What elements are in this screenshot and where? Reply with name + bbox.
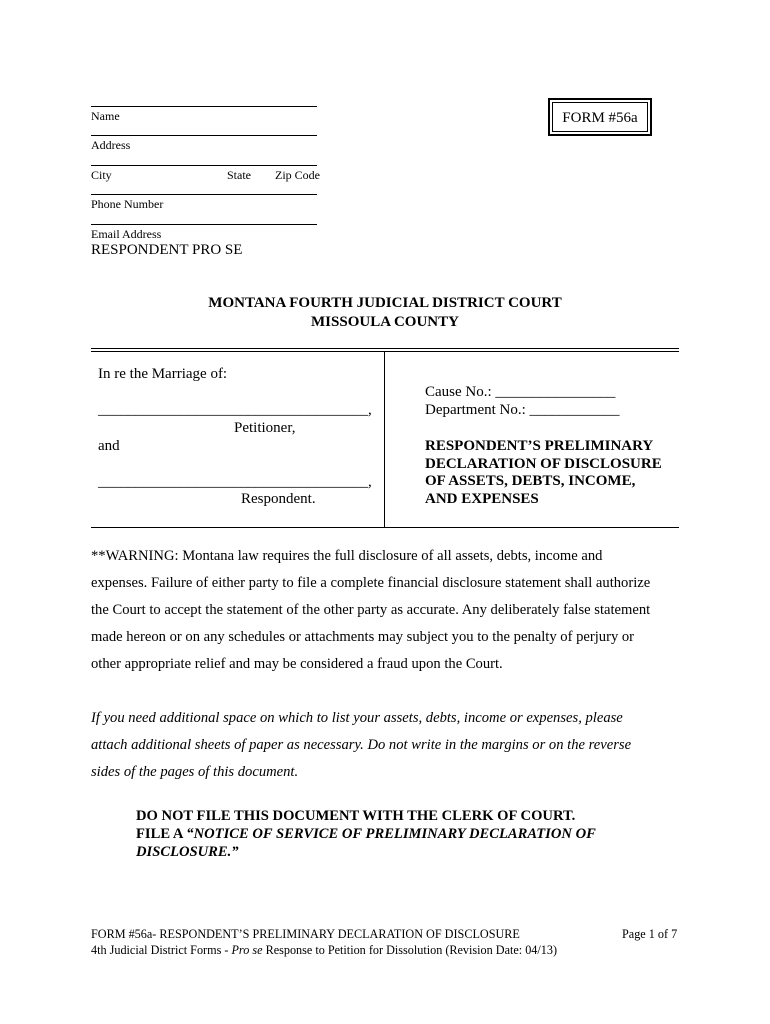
name-line [91, 106, 317, 107]
footer-series-suffix: Response to Petition for Dissolution (Revision Date: 04/13) [262, 943, 558, 957]
form-number: FORM #56a [552, 102, 648, 132]
court-name: MONTANA FOURTH JUDICIAL DISTRICT COURT [208, 295, 562, 311]
warning-line: expenses. Failure of either party to file a complete financial disclosure statement shall authorize [91, 575, 651, 591]
warning-line: **WARNING: Montana law requires the full disclosure of all assets, debts, income and [91, 548, 603, 564]
caption-bottom-rule [91, 527, 679, 528]
petitioner-label: Petitioner, [234, 420, 296, 436]
form-number-box [548, 98, 652, 136]
city-label: City [91, 168, 112, 182]
notice-line-1: DO NOT FILE THIS DOCUMENT WITH THE CLERK OF COURT. [136, 808, 576, 824]
in-re-marriage: In re the Marriage of: [98, 366, 228, 382]
footer-form-title: FORM #56a- RESPONDENT’S PRELIMINARY DECLARATION OF DISCLOSURE [91, 927, 520, 941]
respondent-label: Respondent. [241, 491, 316, 507]
footer-series-prefix: 4th Judicial District Forms - [91, 943, 232, 957]
email-label: Email Address [91, 227, 162, 241]
caption-top-rule [91, 348, 679, 349]
document-title-line: OF ASSETS, DEBTS, INCOME, [425, 473, 636, 490]
instructions-line: attach additional sheets of paper as necessary. Do not write in the margins or on the reverse [91, 737, 632, 753]
caption-divider [384, 352, 385, 527]
warning-line: made hereon or on any schedules or attachments may subject you to the penalty of perjury or [91, 629, 635, 645]
document-title-line: RESPONDENT’S PRELIMINARY [425, 438, 654, 454]
footer-pro-se: Pro se [231, 943, 263, 957]
zip-label: Zip Code [275, 168, 320, 182]
filing-notice [136, 807, 696, 861]
address-label: Address [91, 138, 131, 152]
party-role: RESPONDENT PRO SE [91, 242, 243, 258]
instructions-line: sides of the pages of this document. [91, 764, 299, 780]
court-county: MISSOULA COUNTY [311, 314, 459, 330]
email-line [91, 224, 317, 225]
notice-title-part: “NOTICE OF SERVICE OF PRELIMINARY DECLARATION OF [186, 826, 596, 842]
and-label: and [98, 438, 120, 454]
caption-top-rule-2 [91, 351, 679, 352]
state-label: State [227, 168, 251, 182]
warning-line: the Court to accept the statement of the other party as accurate. Any deliberately false statement [91, 602, 651, 618]
name-label: Name [91, 109, 120, 123]
cause-number: Cause No.: ________________ [425, 384, 616, 400]
warning-paragraph [91, 543, 691, 678]
instructions-paragraph [91, 705, 691, 786]
document-title [425, 438, 662, 508]
phone-line [91, 194, 317, 195]
petitioner-blank: ____________________________________, [98, 402, 372, 418]
instructions-line: If you need additional space on which to list your assets, debts, income or expenses, please [91, 710, 623, 726]
notice-file-a: FILE A [136, 826, 187, 842]
document-title-line: DECLARATION OF DISCLOSURE [425, 455, 662, 472]
footer-series [91, 942, 557, 958]
respondent-blank: ____________________________________, [98, 474, 372, 490]
notice-line-3: DISCLOSURE.” [136, 844, 239, 860]
address-line [91, 135, 317, 136]
city-state-zip-line [91, 165, 317, 166]
notice-line-2 [136, 825, 696, 843]
page-number: Page 1 of 7 [622, 927, 678, 941]
document-title-line: AND EXPENSES [425, 490, 539, 507]
department-number: Department No.: ____________ [425, 402, 620, 418]
phone-label: Phone Number [91, 197, 164, 211]
warning-line: other appropriate relief and may be considered a fraud upon the Court. [91, 656, 503, 672]
